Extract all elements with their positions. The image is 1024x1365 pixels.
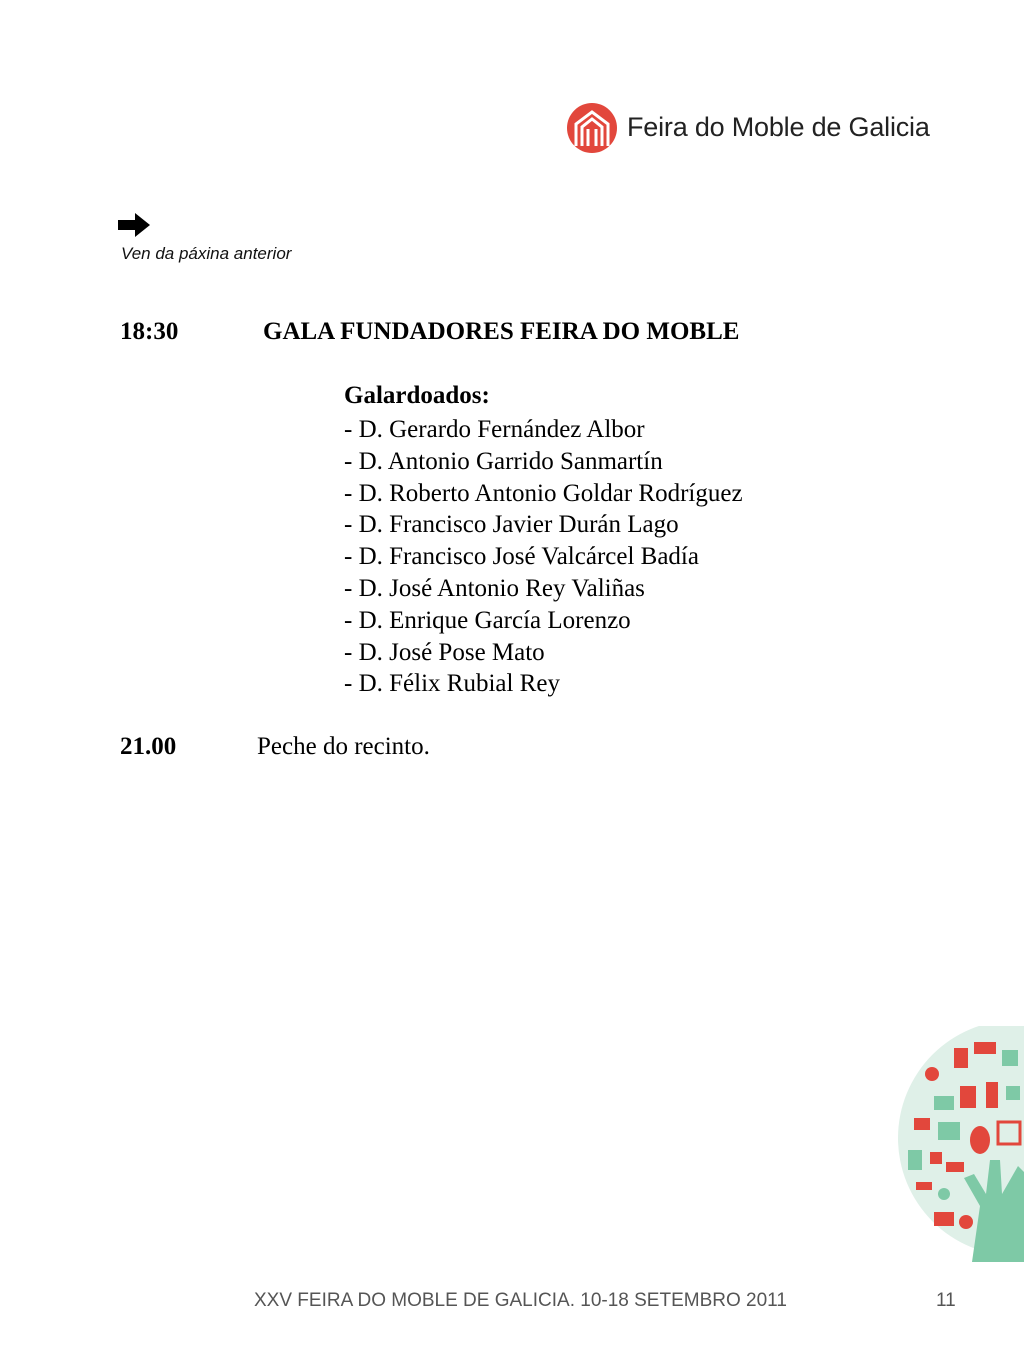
list-item: - D. José Pose Mato	[344, 638, 545, 666]
list-item: - D. Antonio Garrido Sanmartín	[344, 447, 663, 475]
list-item: - D. Francisco Javier Durán Lago	[344, 511, 679, 539]
schedule-title-2: Peche do recinto.	[257, 733, 430, 760]
right-arrow-icon	[117, 212, 151, 243]
footer-text: XXV FEIRA DO MOBLE DE GALICIA. 10-18 SETEMBRO 2011	[254, 1290, 787, 1311]
brand-logo	[566, 100, 956, 156]
awardees-heading: Galardoados:	[344, 382, 490, 409]
awardees-list	[344, 414, 743, 700]
list-item: - D. Félix Rubial Rey	[344, 670, 560, 698]
page-number: 11	[936, 1290, 956, 1311]
list-item: - D. Enrique García Lorenzo	[344, 606, 631, 634]
list-item: - D. Francisco José Valcárcel Badía	[344, 543, 699, 571]
schedule-title-1: GALA FUNDADORES FEIRA DO MOBLE	[263, 318, 740, 345]
furniture-tree-icon	[894, 1026, 1024, 1271]
logo-text: Feira do Moble de Galicia	[627, 112, 930, 142]
schedule-time-2: 21.00	[120, 733, 177, 760]
continued-note: Ven da páxina anterior	[121, 244, 292, 263]
feira-logo-icon	[566, 100, 622, 156]
list-item: - D. Roberto Antonio Goldar Rodríguez	[344, 479, 743, 507]
list-item: - D. José Antonio Rey Valiñas	[344, 574, 645, 602]
schedule-time-1: 18:30	[120, 318, 179, 345]
list-item: - D. Gerardo Fernández Albor	[344, 416, 645, 443]
